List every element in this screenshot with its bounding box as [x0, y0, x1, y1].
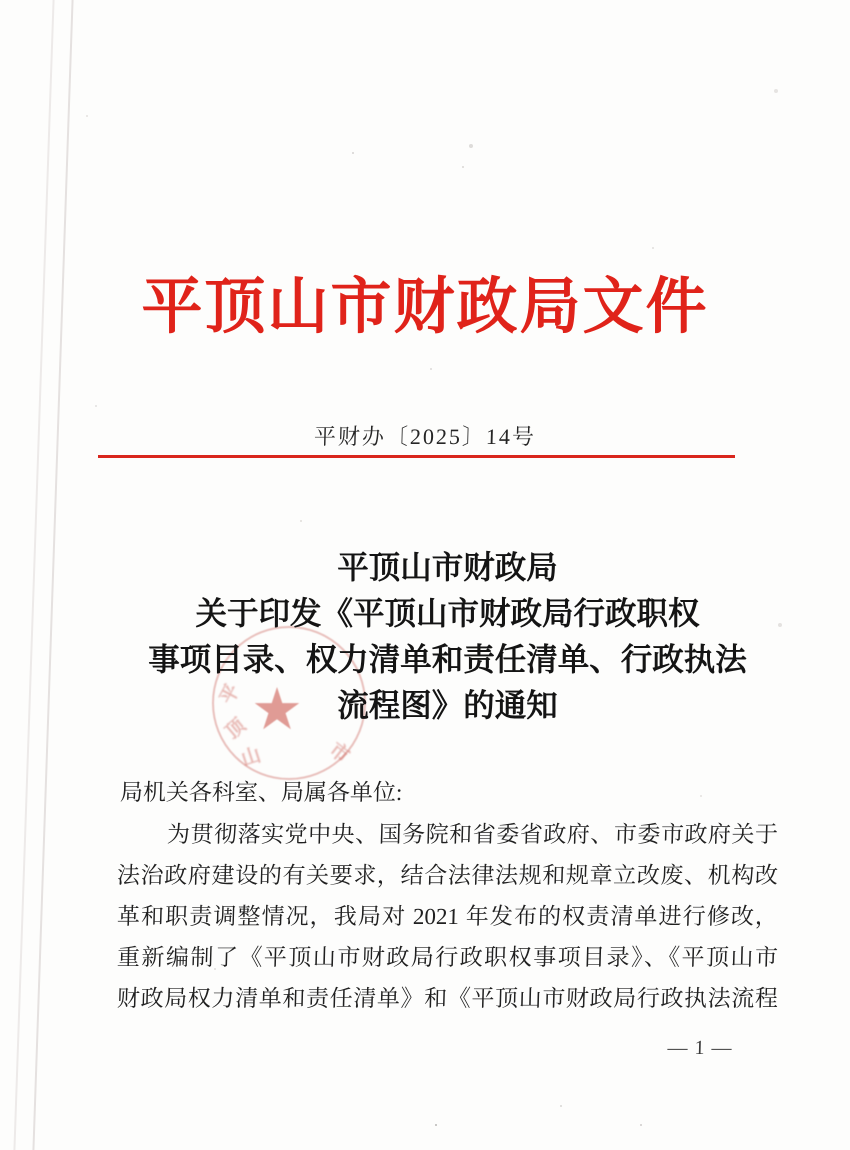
scan-specks: [0, 0, 2, 2]
page-number: — 1 —: [667, 1037, 733, 1059]
seal-ring-character: 山: [238, 744, 264, 771]
page-edge-line: [32, 0, 74, 1150]
document-title-line: 平顶山市财政局: [337, 550, 558, 585]
seal-ring-character: 市: [325, 738, 354, 768]
body-line: 革和职责调整情况，我局对 2021 年发布的权责清单进行修改，: [116, 904, 779, 929]
seal-ring-character: 顶: [221, 714, 250, 744]
body-line: 为贯彻落实党中央、国务院和省委省政府、市委市政府关于: [166, 822, 779, 847]
page-edge-line: [13, 0, 55, 1150]
body-paragraph: [117, 814, 778, 1019]
document-title-line: 事项目录、权力清单和责任清单、行政执法: [148, 642, 747, 677]
doc-number: 平财办〔2025〕14号: [313, 424, 537, 449]
body-line: 重新编制了《平顶山市财政局行政职权事项目录》、《平顶山市: [116, 945, 779, 970]
seal-star-icon: ★: [251, 677, 303, 742]
red-masthead-title: 平顶山市财政局文件: [141, 274, 709, 341]
document-title: [117, 545, 778, 729]
body-line: 法治政府建设的有关要求，结合法律法规和规章立改废、机构改: [116, 863, 779, 888]
body-line: 财政局权力清单和责任清单》和《平顶山市财政局行政执法流程: [116, 986, 779, 1011]
seal-ring-character: 平: [216, 681, 245, 708]
salutation: 局机关各科室、局属各单位:: [119, 780, 403, 805]
red-separator-line: [98, 455, 735, 458]
document-title-line: 流程图》的通知: [337, 688, 558, 723]
document-title-line: 关于印发《平顶山市财政局行政职权: [195, 596, 700, 631]
